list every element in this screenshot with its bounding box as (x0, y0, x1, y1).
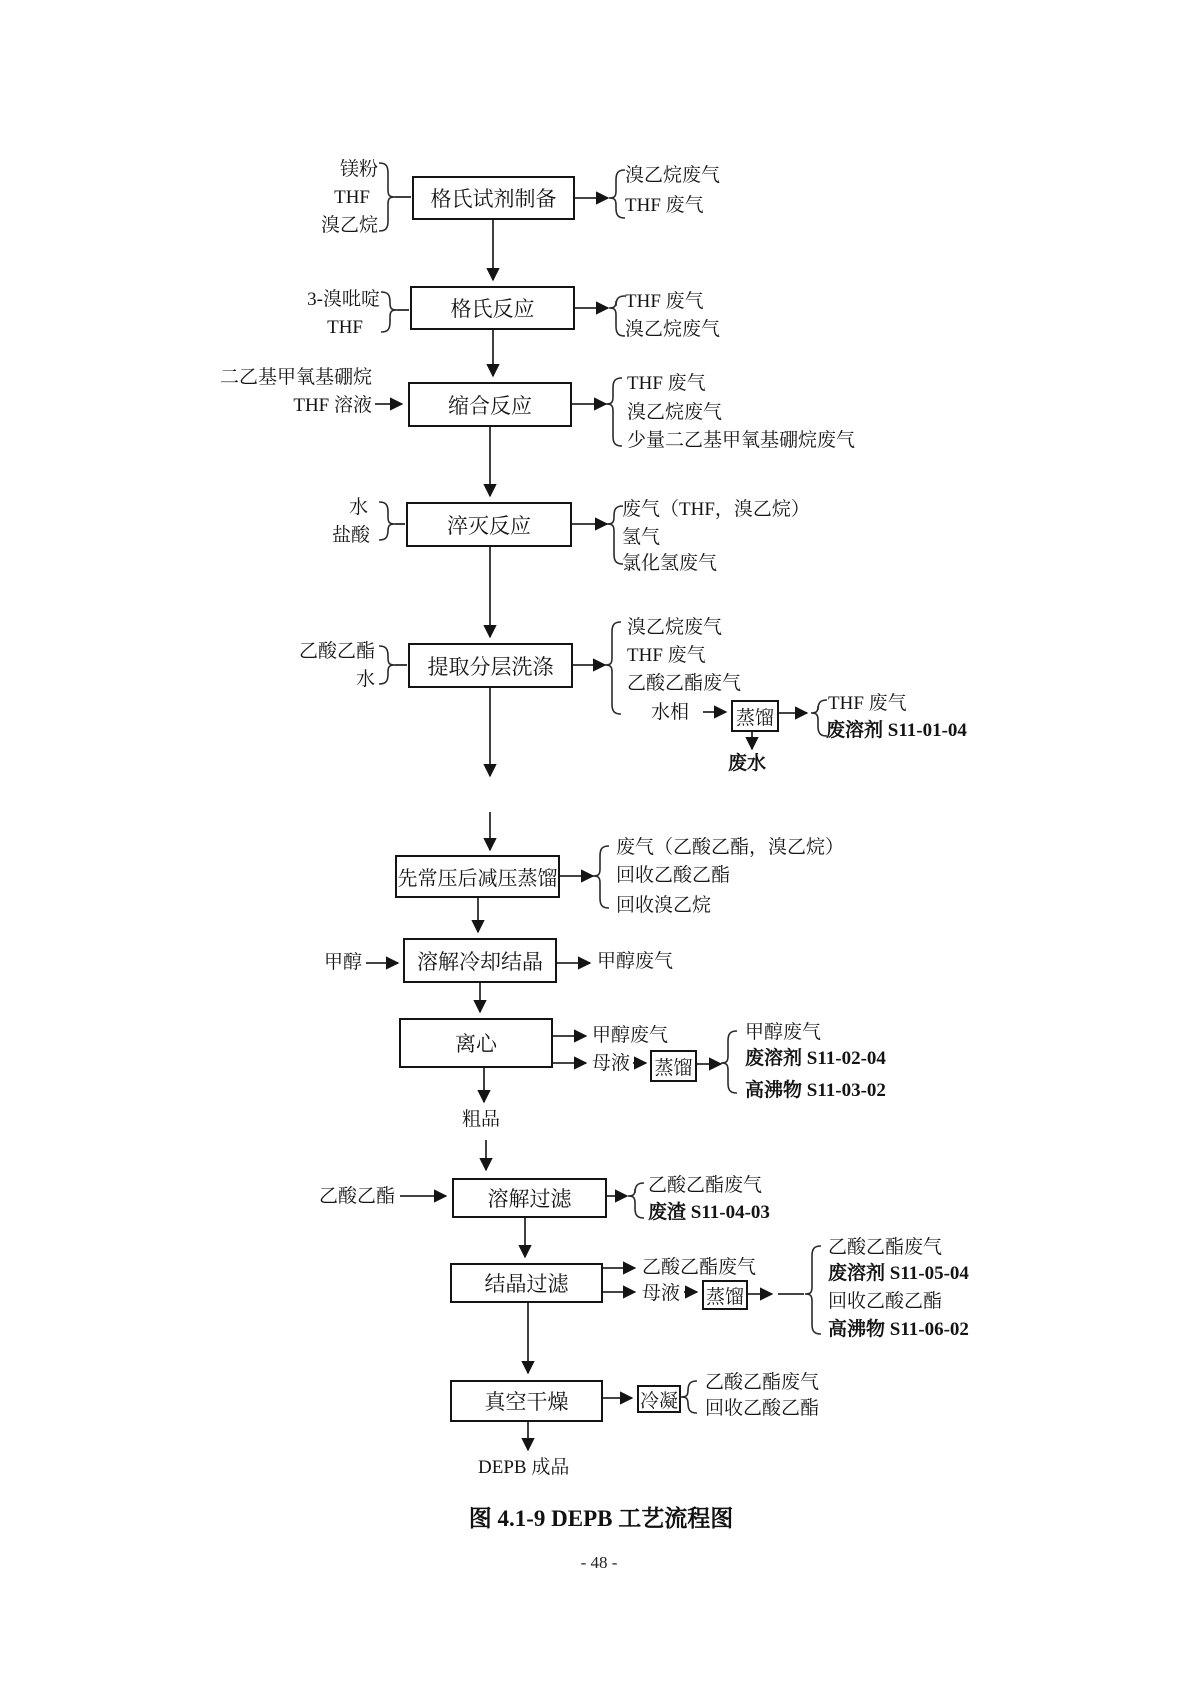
box-grignard-reagent-prep: 格氏试剂制备 (412, 176, 575, 220)
step9-output-0: 乙酸乙酯废气 (648, 1175, 763, 1196)
step1-input-thf: THF (334, 187, 370, 208)
step2-input-thf: THF (327, 317, 363, 338)
page-number: - 48 - (580, 1553, 618, 1572)
step7-output-0: 甲醇废气 (597, 951, 674, 972)
crude-product-label: 粗品 (462, 1109, 501, 1130)
figure-caption: 图 4.1-9 DEPB 工艺流程图 (468, 1506, 734, 1531)
still2-output-high-boiler: 高沸物 S11-03-02 (745, 1080, 886, 1101)
still1-wastewater: 废水 (728, 753, 767, 774)
still3-output-waste-solvent: 废溶剂 S11-05-04 (828, 1263, 969, 1284)
box-vacuum-dry: 真空干燥 (450, 1380, 603, 1422)
step1-output-1: THF 废气 (625, 195, 704, 216)
still2-output-waste-solvent: 废溶剂 S11-02-04 (745, 1048, 886, 1069)
box-dissolve-cool-crystallize: 溶解冷却结晶 (403, 938, 557, 983)
box-crystallize-filter: 结晶过滤 (450, 1263, 603, 1303)
box-condense: 冷凝 (637, 1385, 681, 1413)
still3-output-0: 乙酸乙酯废气 (828, 1237, 943, 1258)
step3-output-1: 溴乙烷废气 (627, 402, 723, 423)
box-distill-2: 蒸馏 (650, 1050, 697, 1082)
step3-input-borane: 二乙基甲氧基硼烷 (219, 367, 372, 388)
final-product-label: DEPB 成品 (478, 1457, 570, 1478)
step1-input-mg-powder: 镁粉 (339, 159, 378, 180)
step1-input-bromoethane: 溴乙烷 (320, 215, 378, 236)
step2-output-0: THF 废气 (625, 291, 704, 312)
step4-output-0: 废气（THF，溴乙烷） (622, 499, 810, 520)
still3-output-high-boiler: 高沸物 S11-06-02 (828, 1319, 969, 1340)
box-centrifuge: 离心 (399, 1018, 553, 1068)
step9-output-waste-residue: 废渣 S11-04-03 (648, 1202, 770, 1223)
box-grignard-reaction: 格氏反应 (410, 286, 575, 330)
step10-output-0: 乙酸乙酯废气 (642, 1257, 757, 1278)
step5-output-2: 乙酸乙酯废气 (627, 673, 742, 694)
step4-input-water: 水 (348, 497, 368, 518)
step10-output-mother-liquor: 母液 (642, 1283, 681, 1304)
step3-input-thf-solution: THF 溶液 (293, 395, 372, 416)
box-quench-reaction: 淬灭反应 (406, 502, 572, 547)
step9-input-ethyl-acetate: 乙酸乙酯 (318, 1186, 395, 1207)
step5-output-0: 溴乙烷废气 (627, 617, 723, 638)
box-atm-then-vacuum-distill: 先常压后减压蒸馏 (395, 855, 560, 898)
step5-input-water: 水 (355, 669, 375, 690)
box-distill-3: 蒸馏 (702, 1280, 748, 1310)
still1-output-0: THF 废气 (828, 693, 907, 714)
step6-output-0: 废气（乙酸乙酯，溴乙烷） (616, 837, 845, 858)
box-dissolve-filter: 溶解过滤 (452, 1178, 607, 1218)
condense-output-1: 回收乙酸乙酯 (705, 1398, 820, 1419)
still1-output-waste-solvent: 废溶剂 S11-01-04 (826, 720, 967, 741)
step4-output-2: 氯化氢废气 (622, 553, 718, 574)
step1-output-0: 溴乙烷废气 (625, 165, 721, 186)
step8-output-0: 甲醇废气 (592, 1025, 669, 1046)
step8-output-mother-liquor: 母液 (592, 1053, 631, 1074)
step5-output-aqueous-phase: 水相 (651, 702, 690, 723)
box-extract-layer-wash: 提取分层洗涤 (408, 643, 573, 688)
step6-output-2: 回收溴乙烷 (616, 895, 712, 916)
condense-output-0: 乙酸乙酯废气 (705, 1372, 820, 1393)
still2-output-0: 甲醇废气 (745, 1022, 822, 1043)
step5-output-1: THF 废气 (627, 645, 706, 666)
step3-output-0: THF 废气 (627, 373, 706, 394)
step2-output-1: 溴乙烷废气 (625, 319, 721, 340)
step3-output-2: 少量二乙基甲氧基硼烷废气 (627, 430, 856, 451)
step4-output-1: 氢气 (622, 527, 661, 548)
box-distill-1: 蒸馏 (731, 700, 779, 732)
step2-input-bromopyridine: 3-溴吡啶 (307, 289, 380, 310)
step7-input-methanol: 甲醇 (323, 952, 362, 973)
step4-input-hcl: 盐酸 (331, 525, 370, 546)
box-condensation-reaction: 缩合反应 (408, 382, 572, 427)
step5-input-ethyl-acetate: 乙酸乙酯 (298, 641, 375, 662)
still3-output-2: 回收乙酸乙酯 (828, 1291, 943, 1312)
step6-output-1: 回收乙酸乙酯 (616, 865, 731, 886)
